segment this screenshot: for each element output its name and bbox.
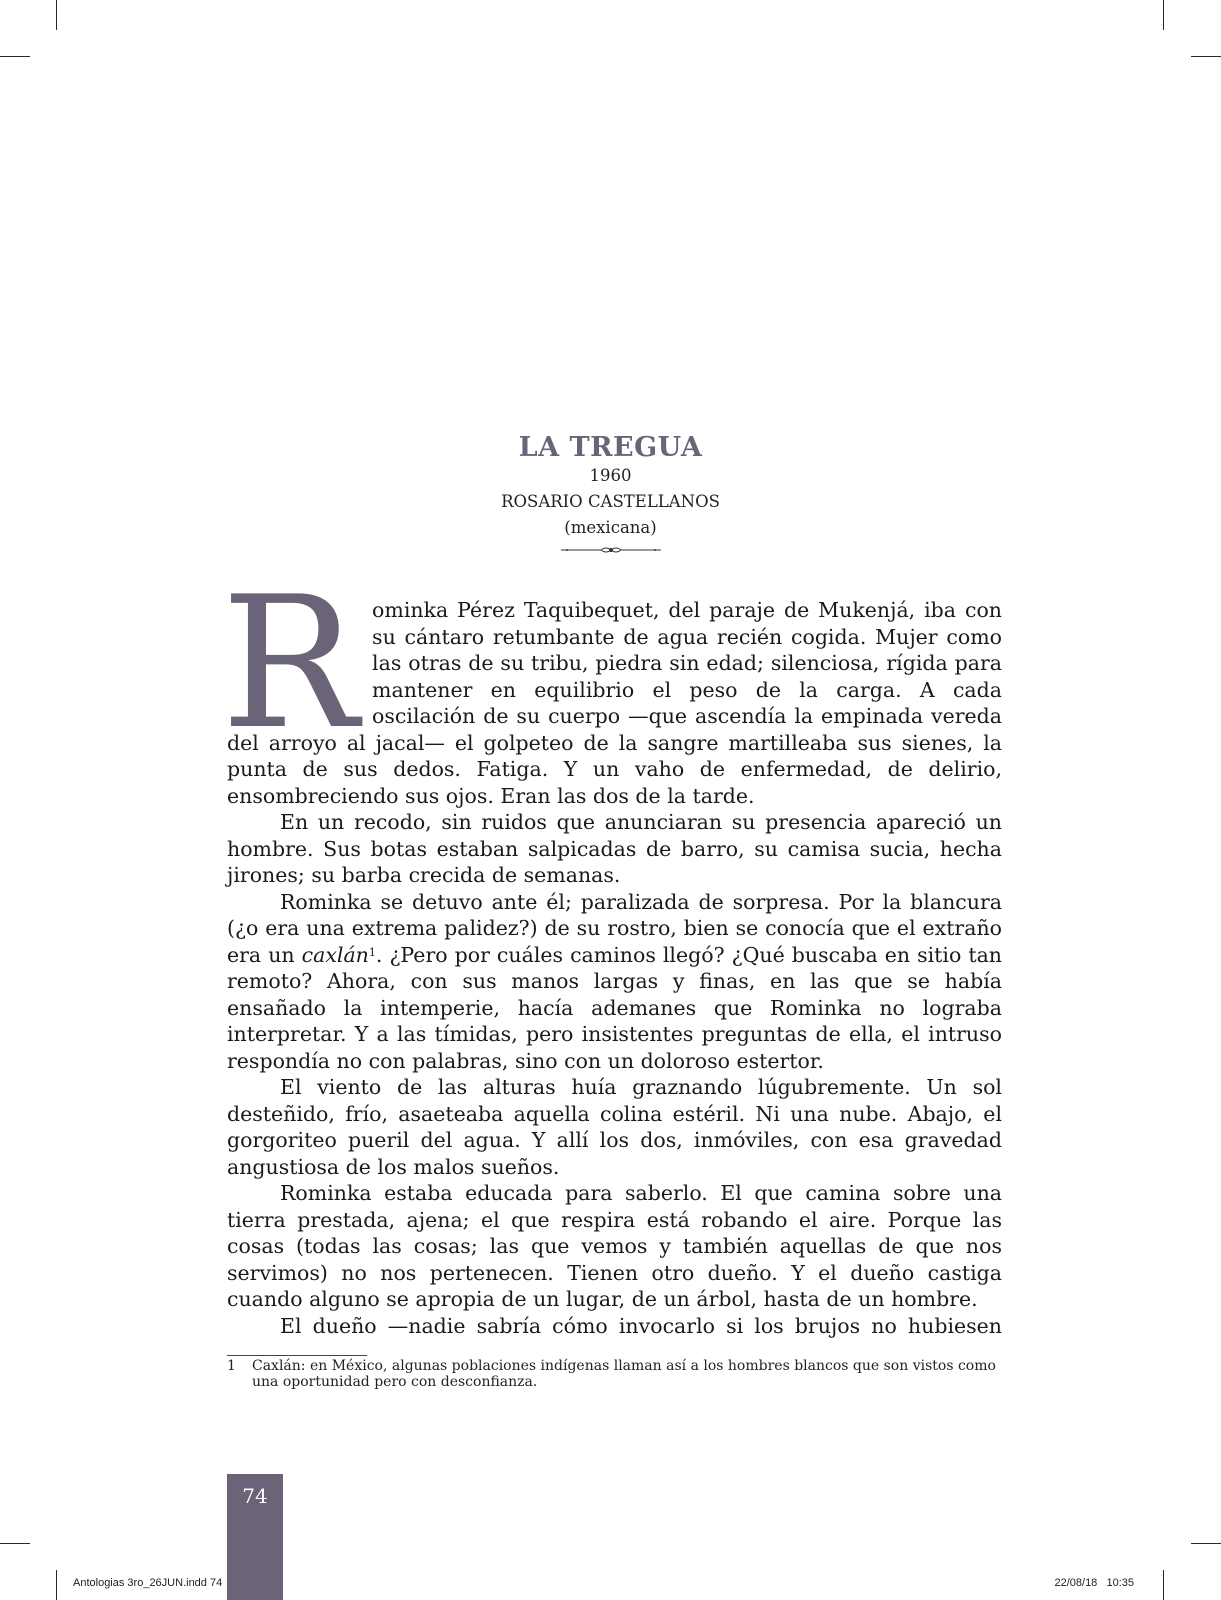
paragraph (227, 1074, 1002, 1180)
paragraph-text: ominka Pérez Taquibequet, del paraje de Mukenjá, iba con su cántaro retumbante de agua recién cogida. Mujer como las otras de su tribu, piedra sin edad; silenciosa, rígida para mantener en equilibrio el peso de la carga. A cada oscilación de su cuerpo —que ascendía la empinada vereda del arroyo al jacal— el golpeteo de la sangre martilleaba sus sienes, la punta de sus dedos. Fatiga. Y un vaho de enfermedad, de delirio, ensombreciendo sus ojos. Eran las dos de la tarde. (227, 598, 1002, 808)
paragraph-text: Rominka estaba educada para saberlo. El que camina sobre una tierra prestada, ajena; el que respira está robando el aire. Porque las cosas (todas las cosas; las que vemos y también aquellas de que nos servimos) no nos pertenecen. Tienen otro dueño. Y el dueño castiga cuando alguno se apropia de un lugar, de un árbol, hasta de un hombre. (227, 1181, 1002, 1311)
crop-mark-bottom-right-h (1191, 1543, 1221, 1544)
story-author: ROSARIO CASTELLANOS (501, 492, 720, 511)
italic-term: caxlán (301, 942, 369, 967)
paragraph-text: . ¿Pero por cuáles caminos llegó? ¿Qué buscaba en sitio tan remoto? Ahora, con sus manos largas y finas, en las que se había ensañado la intemperie, hacía ademanes que Rominka no lograba interpretar. Y a las tímidas, pero insistentes preguntas de ella, el intruso respondía no con palabras, sino con un doloroso estertor. (227, 942, 1002, 1073)
story-title: LA TREGUA (518, 432, 703, 463)
crop-mark-bottom-left-v (56, 1570, 57, 1600)
page-number: 74 (242, 1484, 268, 1508)
paragraph (227, 1180, 1002, 1313)
slug-timestamp: 22/08/18 10:35 (1054, 1577, 1134, 1589)
footnote-divider (227, 1355, 367, 1356)
paragraph (221, 557, 1002, 809)
story-body (221, 557, 1002, 1339)
paragraph (227, 889, 1002, 1075)
drop-cap: R (221, 557, 359, 769)
crop-mark-top-left-h (0, 56, 30, 57)
crop-mark-bottom-left-h (0, 1543, 30, 1544)
crop-mark-top-right-v (1163, 0, 1164, 30)
page-number-tab (227, 1474, 283, 1600)
paragraph-text: El dueño —nadie sabría cómo invocarlo si los brujos no hubiesen (280, 1313, 1002, 1338)
paragraph-text: El viento de las alturas huía graznando lúgubremente. Un sol desteñido, frío, asaeteaba aquella colina estéril. Ni una nube. Abajo, el gorgoriteo pueril del agua. Y allí los dos, inmóviles, con esa gravedad angustiosa de los malos sueños. (227, 1075, 1002, 1179)
paragraph (227, 809, 1002, 889)
crop-mark-bottom-right-v (1163, 1570, 1164, 1600)
paragraph-text: Rominka se detuvo ante él; paralizada de sorpresa. Por la blancura (¿o era una extrema palidez?) de su rostro, bien se conocía que el extraño era un (227, 889, 1002, 967)
footnote (227, 1358, 1007, 1390)
story-header (0, 432, 1221, 555)
crop-mark-top-left-v (56, 0, 57, 30)
footnote-ref[interactable]: 1 (368, 945, 376, 959)
footnote-number: 1 (227, 1358, 236, 1374)
ornament-divider-icon (561, 545, 661, 555)
story-year: 1960 (589, 466, 632, 485)
paragraph-text: En un recodo, sin ruidos que anunciaran su presencia apareció un hombre. Sus botas estaban salpicadas de barro, su camisa sucia, hecha jirones; su barba crecida de semanas. (227, 810, 1002, 887)
crop-mark-top-right-h (1191, 56, 1221, 57)
paragraph (227, 1313, 1002, 1340)
footnote-text: Caxlán: en México, algunas poblaciones indígenas llaman así a los hombres blancos que son vistos como una oportunidad pero con desconfianza. (252, 1358, 996, 1390)
story-nationality: (mexicana) (564, 518, 657, 537)
slug-filename: Antologias 3ro_26JUN.indd 74 (73, 1577, 223, 1589)
